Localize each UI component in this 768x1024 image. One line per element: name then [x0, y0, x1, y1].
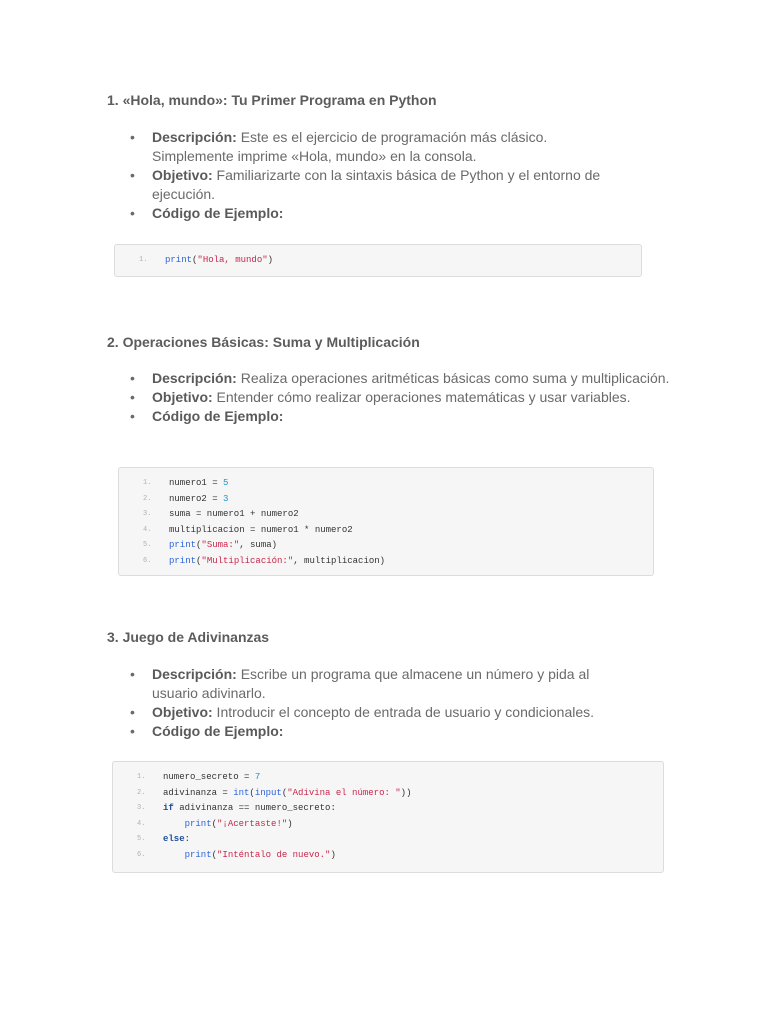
line-number: 6.	[143, 556, 152, 565]
line-number: 2.	[143, 494, 152, 503]
line-number: 1.	[137, 773, 146, 781]
code-token: else	[163, 834, 185, 844]
code-token: (	[211, 818, 218, 829]
line-number: 3.	[143, 510, 152, 518]
line-number: 1.	[143, 479, 152, 487]
code-token: (	[192, 255, 198, 265]
code-text	[169, 538, 277, 554]
code-token: print	[184, 849, 212, 860]
code-token: print	[184, 818, 212, 829]
code-token: :	[184, 834, 191, 844]
line-number: 5.	[137, 835, 146, 843]
code-line	[137, 832, 663, 848]
code-line	[143, 554, 653, 570]
code-token: int	[233, 787, 250, 798]
code-line	[143, 538, 653, 554]
code-text	[163, 770, 260, 786]
section-2-bullets	[130, 369, 670, 426]
code-token	[163, 850, 185, 860]
code-token: "Hola, mundo"	[197, 255, 268, 265]
code-example-item: • Código de Ejemplo:	[130, 204, 630, 223]
code-block-1	[114, 244, 642, 277]
code-token: "Suma:"	[201, 540, 240, 550]
line-number: 2.	[137, 788, 146, 797]
line-number: 4.	[143, 525, 152, 534]
code-line	[143, 476, 653, 492]
code-token: , multiplicacion)	[293, 555, 386, 566]
code-line	[137, 770, 663, 786]
code-token: , suma)	[239, 540, 278, 550]
code-token: "Adivina el número: "	[287, 787, 401, 798]
code-token: "¡Acertaste!"	[217, 818, 288, 829]
code-example-item: • Código de Ejemplo:	[130, 407, 670, 426]
code-token: )	[287, 818, 293, 829]
code-line	[137, 848, 663, 864]
objective-item: • Objetivo: Entender cómo realizar operaciones matemáticas y usar variables.	[130, 388, 670, 407]
code-line	[137, 801, 663, 817]
code-token: input	[254, 787, 282, 798]
code-token: 7	[254, 772, 261, 782]
code-token: suma = numero1 + numero2	[169, 509, 299, 519]
code-text	[163, 817, 293, 833]
objective-item: • Objetivo: Introducir el concepto de entrada de usuario y condicionales.	[130, 703, 630, 722]
code-token: "Inténtalo de nuevo."	[217, 849, 331, 860]
code-token: 5	[223, 478, 229, 488]
code-token: (	[249, 787, 255, 798]
code-token: if	[163, 803, 174, 813]
code-text	[169, 554, 385, 570]
section-1-title: 1. «Hola, mundo»: Tu Primer Programa en Python	[107, 92, 437, 108]
code-token: adivinanza =	[163, 787, 234, 798]
code-token: numero1 =	[169, 478, 224, 488]
description-item: • Descripción: Escribe un programa que almacene un número y pida al usuario adivinarlo.	[130, 665, 630, 703]
code-token: 3	[223, 493, 229, 504]
line-number: 5.	[143, 541, 152, 549]
code-text	[169, 476, 228, 492]
code-token: numero2 =	[169, 493, 224, 504]
code-token: (	[196, 555, 202, 566]
description-item: • Descripción: Realiza operaciones aritméticas básicas como suma y multiplicación.	[130, 369, 670, 388]
code-line	[137, 817, 663, 833]
code-text	[163, 848, 336, 864]
code-token: )	[330, 849, 336, 860]
code-text	[163, 832, 190, 848]
code-text	[169, 507, 299, 523]
objective-item: • Objetivo: Familiarizarte con la sintaxis básica de Python y el entorno de ejecución.	[130, 166, 630, 204]
code-text	[169, 523, 353, 539]
line-number: 4.	[137, 819, 146, 828]
code-line	[143, 507, 653, 523]
code-token: (	[281, 787, 288, 798]
code-text	[169, 492, 228, 508]
line-number: 6.	[137, 850, 146, 859]
code-token: print	[165, 255, 193, 265]
code-token: "Multiplicación:"	[201, 555, 294, 566]
code-token: adivinanza == numero_secreto:	[173, 803, 336, 813]
code-line	[143, 492, 653, 508]
section-3-bullets	[130, 665, 630, 741]
code-token	[163, 819, 185, 829]
code-block-3	[112, 761, 664, 873]
code-text	[165, 253, 273, 269]
code-line	[139, 253, 641, 269]
section-2-title: 2. Operaciones Básicas: Suma y Multiplicación	[107, 334, 420, 350]
code-token: multiplicacion = numero1 * numero2	[169, 524, 353, 535]
code-token: (	[211, 849, 218, 860]
code-token: )	[267, 255, 274, 265]
code-token: numero_secreto =	[163, 772, 255, 782]
code-example-item: • Código de Ejemplo:	[130, 722, 630, 741]
section-3-title: 3. Juego de Adivinanzas	[107, 629, 270, 645]
code-token: print	[169, 540, 197, 550]
line-number: 1.	[139, 256, 148, 264]
code-block-2	[118, 467, 654, 576]
code-token: ))	[400, 787, 412, 798]
code-text	[163, 801, 336, 817]
code-text	[163, 786, 411, 802]
line-number: 3.	[137, 804, 146, 812]
code-token: print	[169, 555, 197, 566]
code-line	[137, 786, 663, 802]
code-line	[143, 523, 653, 539]
section-1-bullets	[130, 128, 630, 223]
description-item: • Descripción: Este es el ejercicio de programación más clásico. Simplemente imprime «Hola, mundo» en la consola.	[130, 128, 630, 166]
code-token: (	[196, 540, 202, 550]
